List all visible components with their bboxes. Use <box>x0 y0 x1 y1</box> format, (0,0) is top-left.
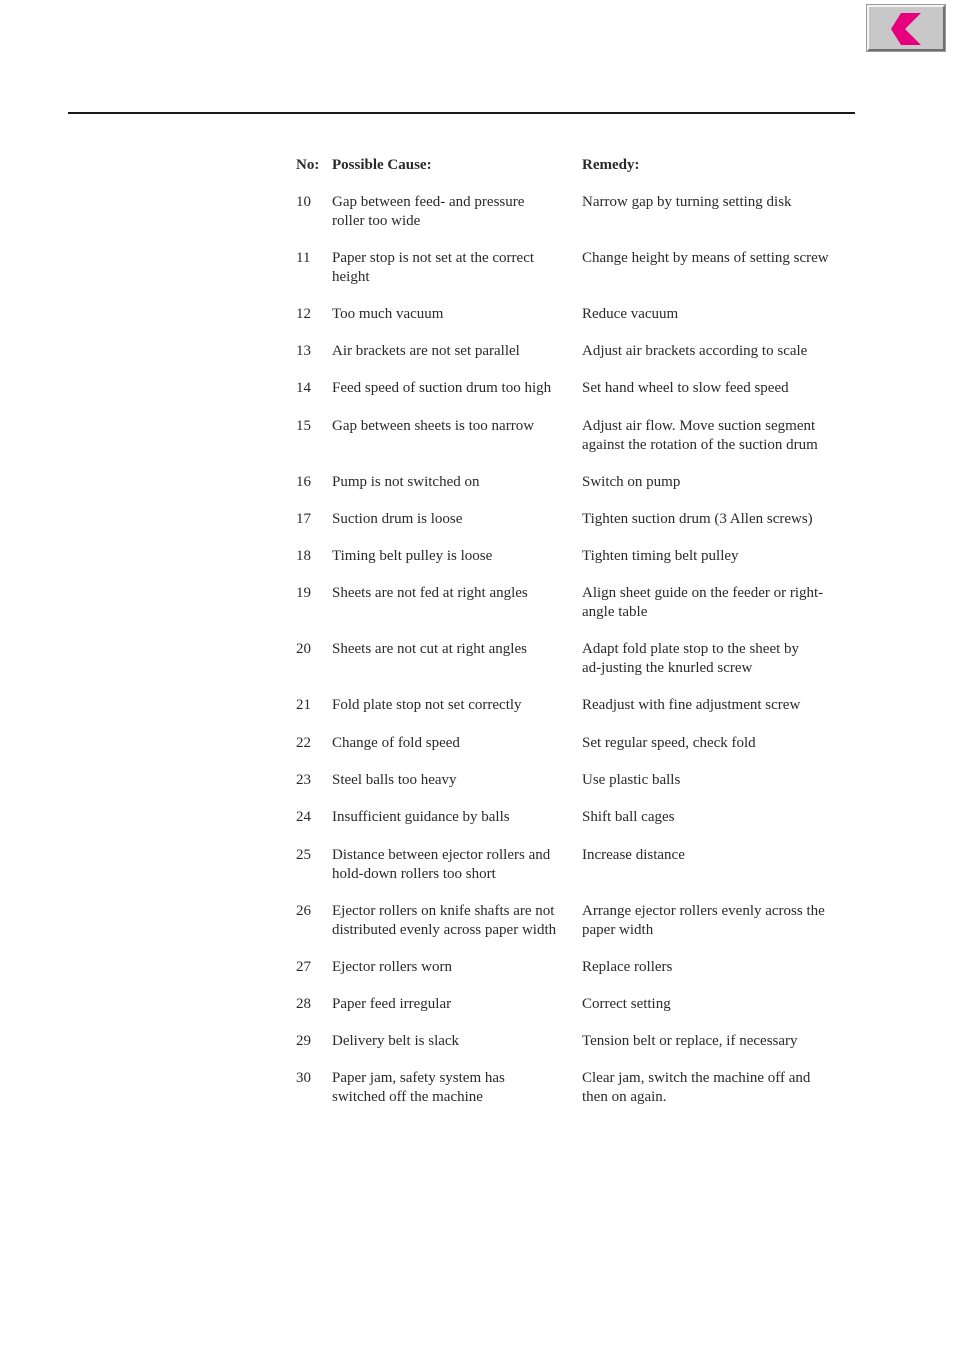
row-number: 20 <box>296 641 311 657</box>
row-cause: Delivery belt is slack <box>332 1033 460 1049</box>
row-number: 15 <box>296 418 311 434</box>
header-possible-cause: Possible Cause: <box>332 157 432 173</box>
row-cause: Change of fold speed <box>332 735 460 751</box>
row-cause: Sheets are not cut at right angles <box>332 641 527 657</box>
row-cause: Ejector rollers on knife shafts are not distributed evenly across paper width <box>332 903 557 938</box>
row-remedy: Set hand wheel to slow feed speed <box>582 380 789 396</box>
row-remedy: Adapt fold plate stop to the sheet by ad-justing the knurled screw <box>582 641 800 676</box>
row-number: 12 <box>296 306 311 322</box>
row-number: 18 <box>296 548 311 564</box>
row-number: 23 <box>296 772 311 788</box>
row-cause: Too much vacuum <box>332 306 444 322</box>
row-cause: Paper jam, safety system has switched off the machine <box>332 1070 505 1105</box>
row-cause: Sheets are not fed at right angles <box>332 585 528 601</box>
row-remedy: Adjust air brackets according to scale <box>582 343 808 359</box>
chevron-left-icon <box>891 13 925 45</box>
row-number: 16 <box>296 474 311 490</box>
row-number: 26 <box>296 903 311 919</box>
row-cause: Steel balls too heavy <box>332 772 457 788</box>
row-remedy: Arrange ejector rollers evenly across the paper width <box>582 903 825 938</box>
row-cause: Fold plate stop not set correctly <box>332 697 522 713</box>
row-cause: Gap between sheets is too narrow <box>332 418 535 434</box>
row-remedy: Align sheet guide on the feeder or right- angle table <box>582 585 824 620</box>
row-remedy: Set regular speed, check fold <box>582 735 756 751</box>
row-cause: Paper feed irregular <box>332 996 452 1012</box>
row-number: 13 <box>296 343 311 359</box>
row-cause: Paper stop is not set at the correct height <box>332 250 535 285</box>
row-cause: Suction drum is loose <box>332 511 463 527</box>
row-number: 21 <box>296 697 311 713</box>
row-remedy: Change height by means of setting screw <box>582 250 829 266</box>
row-cause: Air brackets are not set parallel <box>332 343 520 359</box>
row-remedy: Increase distance <box>582 847 685 863</box>
row-number: 27 <box>296 959 311 975</box>
row-remedy: Replace rollers <box>582 959 673 975</box>
row-remedy: Switch on pump <box>582 474 681 490</box>
row-remedy: Shift ball cages <box>582 809 675 825</box>
row-number: 25 <box>296 847 311 863</box>
row-cause: Gap between feed- and pressure roller too wide <box>332 194 525 229</box>
row-remedy: Narrow gap by turning setting disk <box>582 194 792 210</box>
row-cause: Ejector rollers worn <box>332 959 452 975</box>
row-remedy: Tighten timing belt pulley <box>582 548 739 564</box>
row-remedy: Reduce vacuum <box>582 306 679 322</box>
row-number: 24 <box>296 809 311 825</box>
row-cause: Feed speed of suction drum too high <box>332 380 552 396</box>
row-cause: Pump is not switched on <box>332 474 480 490</box>
back-button[interactable] <box>867 5 945 51</box>
row-number: 19 <box>296 585 311 601</box>
header-rule <box>68 112 855 114</box>
row-number: 28 <box>296 996 311 1012</box>
row-number: 14 <box>296 380 311 396</box>
header-no: No: <box>296 157 320 173</box>
row-number: 10 <box>296 194 311 210</box>
row-remedy: Readjust with fine adjustment screw <box>582 697 801 713</box>
row-remedy: Tighten suction drum (3 Allen screws) <box>582 511 813 527</box>
row-remedy: Tension belt or replace, if necessary <box>582 1033 798 1049</box>
row-number: 11 <box>296 250 311 266</box>
row-cause: Insufficient guidance by balls <box>332 809 510 825</box>
row-remedy: Correct setting <box>582 996 671 1012</box>
row-cause: Timing belt pulley is loose <box>332 548 493 564</box>
row-remedy: Clear jam, switch the machine off and then on again. <box>582 1070 811 1105</box>
row-number: 22 <box>296 735 311 751</box>
header-remedy: Remedy: <box>582 157 640 173</box>
row-number: 17 <box>296 511 311 527</box>
row-number: 29 <box>296 1033 311 1049</box>
row-number: 30 <box>296 1070 311 1086</box>
row-remedy: Use plastic balls <box>582 772 681 788</box>
row-cause: Distance between ejector rollers and hold-down rollers too short <box>332 847 551 882</box>
row-remedy: Adjust air flow. Move suction segment against the rotation of the suction drum <box>582 418 818 453</box>
